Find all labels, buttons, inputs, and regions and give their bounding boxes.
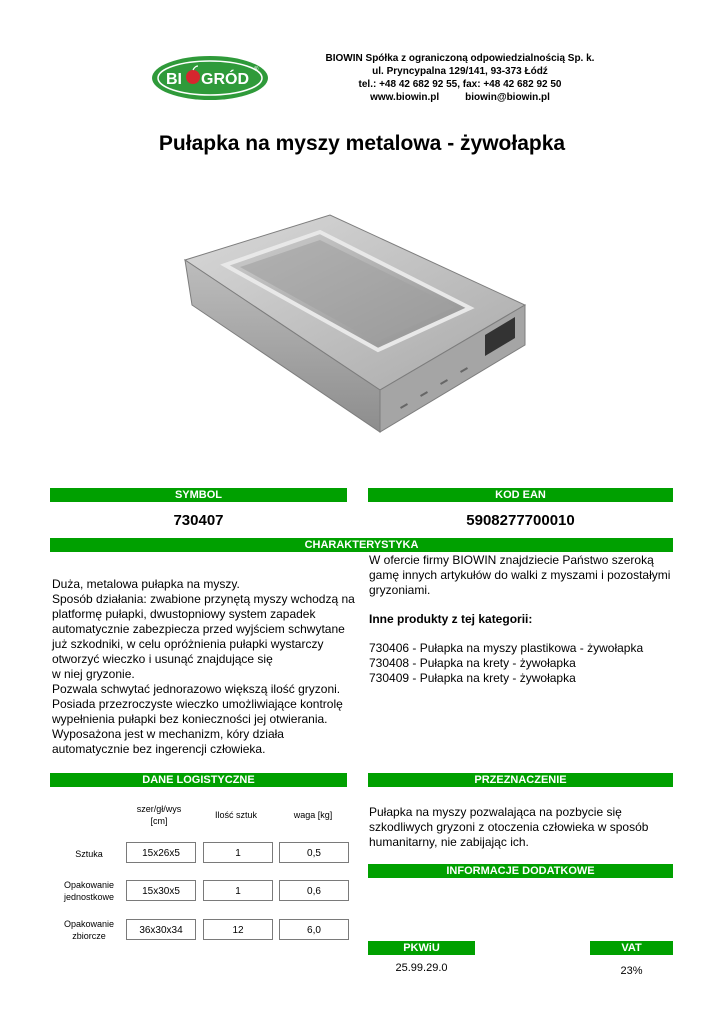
description-line: Pozwala schwytać jednorazowo większą ilość gryzoni. [52,682,341,696]
related-heading: Inne produkty z tej kategorii: [369,612,533,626]
logistics-header: DANE LOGISTYCZNE [50,773,347,787]
purpose-text [369,805,679,850]
company-web [300,91,620,104]
page-title: Pułapka na myszy metalowa - żywołapka [158,132,566,155]
additional-info-header: INFORMACJE DODATKOWE [368,864,673,878]
description-line: platformę pułapki, dwustopniowy system zapadek [52,607,316,621]
offer-line: gryzoniami. [369,583,431,597]
row-label-line: zbiorcze [72,931,106,941]
related-product-item: 730409 - Pułapka na krety - żywołapka [369,671,576,685]
offer-line: gamę innych artykułów do walki z myszami i pozostałymi [369,568,671,582]
product-description [52,577,362,757]
offer-line: W ofercie firmy BIOWIN znajdziecie Państwo szeroką [369,553,654,567]
description-line: automatycznie bez ingerencji człowieka. [52,742,266,756]
offer-text [369,553,679,598]
vat-header: VAT [590,941,673,955]
company-address: ul. Pryncypalna 129/141, 93-373 Łódź [372,66,548,77]
logo-text-right: GRÓD [201,71,249,88]
vat-value: 23% [620,965,643,977]
company-name: BIOWIN Spółka z ograniczoną odpowiedzialnością Sp. k. [325,53,595,64]
dims-header-line: szer/gł/wys [136,804,182,814]
dims-column-header [124,803,194,827]
bulk-pack-weight-cell: 6,0 [279,919,349,940]
bulk-pack-qty-cell: 12 [203,919,273,940]
logo-registered: ® [254,67,259,73]
qty-column-header: Ilość sztuk [214,810,257,820]
row-label-line: Sztuka [75,849,103,859]
row-label-bulk-pack [54,918,124,942]
company-website-link[interactable]: www.biowin.pl [370,92,440,103]
characteristics-header: CHARAKTERYSTYKA [50,538,673,552]
company-info [300,52,620,104]
biogrod-logo [150,53,270,103]
weight-column-header: waga [kg] [293,810,333,820]
piece-qty-cell: 1 [203,842,273,863]
description-line: otworzyć wieczko i usunąć znajdujące się [52,652,273,666]
company-email-link[interactable]: biowin@biowin.pl [465,92,550,103]
logo-apple-icon [186,70,200,84]
row-label-piece [54,848,124,860]
ean-value: 5908277700010 [466,512,575,529]
purpose-line: humanitarny, nie zabijając ich. [369,835,529,849]
bulk-pack-dims-cell: 36x30x34 [126,919,196,940]
piece-weight-cell: 0,5 [279,842,349,863]
description-line: automatycznie zabezpiecza przed wyjściem schwytane [52,622,345,636]
purpose-line: Pułapka na myszy pozwalająca na pozbycie się [369,805,622,819]
purpose-header: PRZEZNACZENIE [368,773,673,787]
dims-header-line: [cm] [150,816,168,826]
piece-dims-cell: 15x26x5 [126,842,196,863]
pkwiu-value: 25.99.29.0 [395,962,448,974]
description-line: już szkodniki, w celu opróżnienia pułapki wystarczy [52,637,324,651]
description-line: Sposób działania: zwabione przynętą myszy wchodzą na [52,592,355,606]
description-line: Duża, metalowa pułapka na myszy. [52,577,240,591]
related-product-item: 730408 - Pułapka na krety - żywołapka [369,656,576,670]
purpose-line: szkodliwych gryzoni z otoczenia człowieka w sposób [369,820,649,834]
description-line: Posiada przezroczyste wieczko umożliwiające kontrolę [52,697,343,711]
unit-pack-qty-cell: 1 [203,880,273,901]
unit-pack-weight-cell: 0,6 [279,880,349,901]
row-label-unit-pack [54,879,124,903]
symbol-header: SYMBOL [50,488,347,502]
symbol-value: 730407 [173,512,224,529]
description-line: w niej gryzonie. [52,667,135,681]
row-label-line: jednostkowe [63,892,115,902]
description-line: wypełnienia pułapki bez konieczności jej otwierania. [52,712,328,726]
logo-text-left: BI [166,71,182,88]
related-products [369,641,679,686]
ean-header: KOD EAN [368,488,673,502]
row-label-line: Opakowanie [63,880,115,890]
product-image [180,210,530,440]
row-label-line: Opakowanie [63,919,115,929]
description-line: Wyposażona jest w mechanizm, kóry działa [52,727,284,741]
company-phones: tel.: +48 42 682 92 55, fax: +48 42 682 92 50 [358,79,562,90]
pkwiu-header: PKWiU [368,941,475,955]
related-product-item: 730406 - Pułapka na myszy plastikowa - żywołapka [369,641,644,655]
unit-pack-dims-cell: 15x30x5 [126,880,196,901]
